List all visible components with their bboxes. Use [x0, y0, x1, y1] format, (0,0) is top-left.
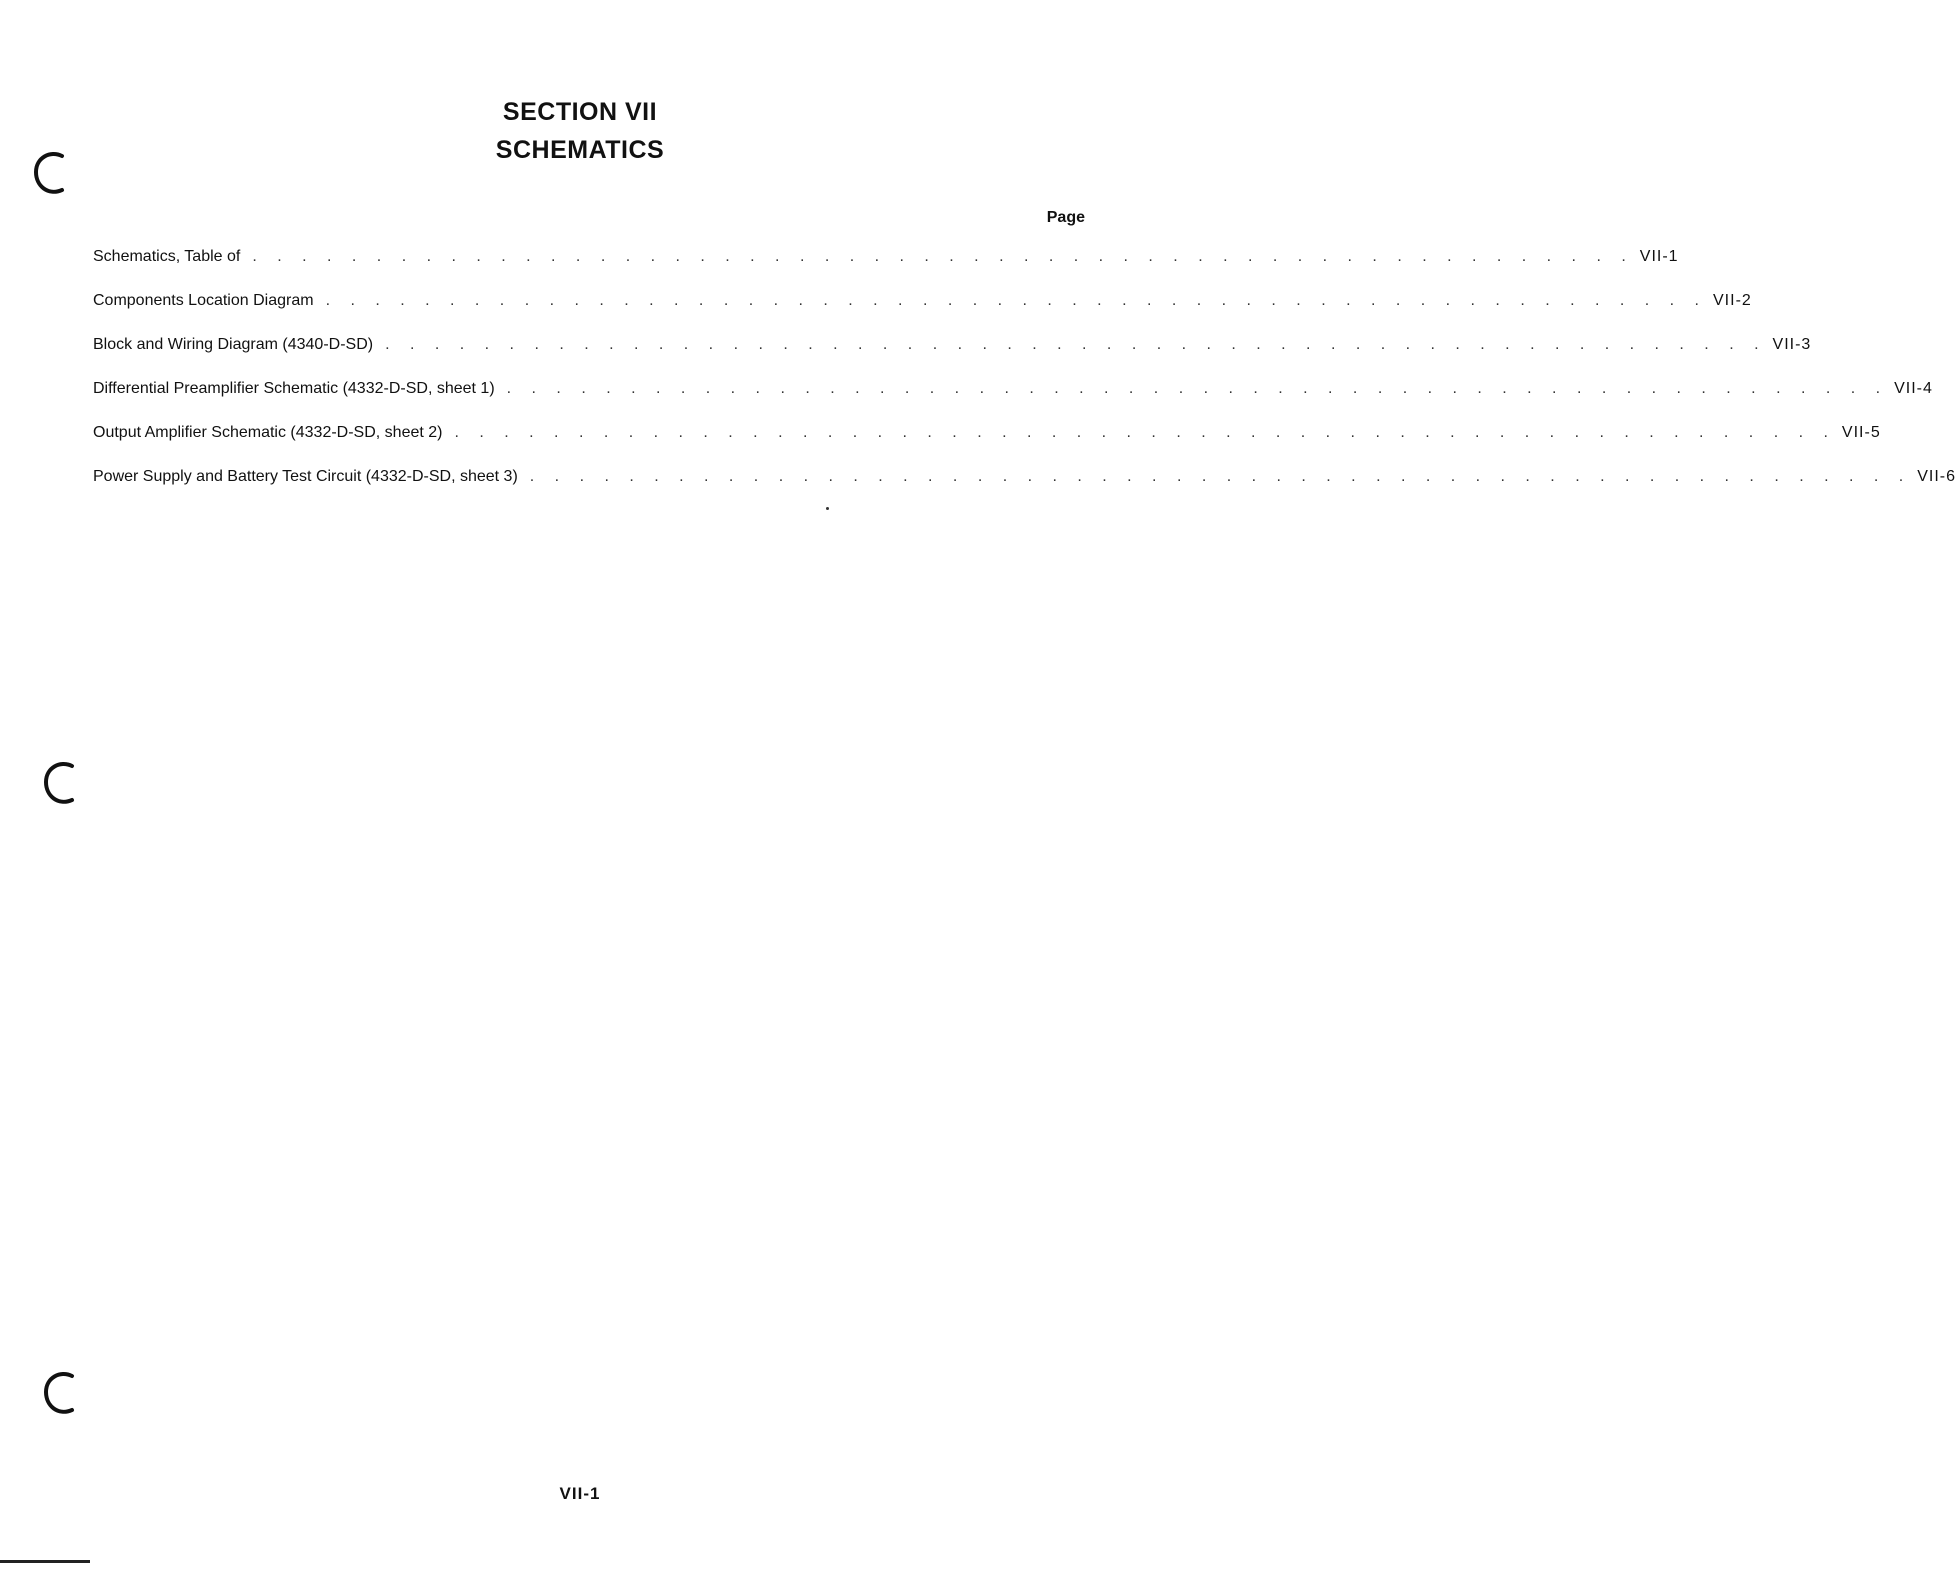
dot-leader: . . . . . . . . . . . . . . . . . . . . . . . . . . . . . . . . . . . . . . . . . . . . . . . . . . . . . . . .	[325, 292, 1707, 309]
toc-entry-page: VII-3	[1772, 336, 1812, 353]
page-number-footer: VII-1	[559, 1484, 601, 1503]
toc-entry-label: Schematics, Table of	[93, 248, 241, 265]
binder-hole-mark-middle	[42, 760, 76, 806]
dot-leader: . . . . . . . . . . . . . . . . . . . . . . . . . . . . . . . . . . . . . . . . . . . . . . . . . . . . . . . .	[385, 336, 1767, 353]
toc-entry	[93, 336, 1812, 380]
toc-entry	[93, 292, 1752, 336]
dot-leader: . . . . . . . . . . . . . . . . . . . . . . . . . . . . . . . . . . . . . . . . . . . . . . . . . . . . . . . .	[252, 248, 1634, 265]
table-of-contents	[93, 248, 1956, 512]
toc-entry-page: VII-1	[1639, 248, 1679, 265]
toc-entry	[93, 468, 1956, 512]
section-title-heading: SCHEMATICS	[495, 136, 665, 164]
toc-entry-label: Block and Wiring Diagram (4340-D-SD)	[93, 336, 374, 353]
page-column-header: Page	[1046, 209, 1085, 226]
dot-leader: . . . . . . . . . . . . . . . . . . . . . . . . . . . . . . . . . . . . . . . . . . . . . . . . . . . . . . . .	[454, 424, 1836, 441]
scan-speck	[826, 507, 829, 510]
toc-entry	[93, 424, 1881, 468]
toc-entry-page: VII-6	[1917, 468, 1956, 485]
toc-entry-page: VII-5	[1841, 424, 1881, 441]
toc-entry-label: Power Supply and Battery Test Circuit (4332-D-SD, sheet 3)	[93, 468, 518, 485]
binder-hole-mark-bottom	[42, 1370, 76, 1416]
toc-entry-page: VII-4	[1894, 380, 1933, 397]
toc-entry	[93, 248, 1679, 292]
toc-entry-page: VII-2	[1713, 292, 1752, 309]
toc-entry	[93, 380, 1933, 424]
toc-entry-label: Components Location Diagram	[93, 292, 314, 309]
toc-entry-label: Differential Preamplifier Schematic (4332-D-SD, sheet 1)	[93, 380, 495, 397]
scan-edge-mark	[0, 1560, 90, 1563]
dot-leader: . . . . . . . . . . . . . . . . . . . . . . . . . . . . . . . . . . . . . . . . . . . . . . . . . . . . . . . .	[529, 468, 1912, 485]
dot-leader: . . . . . . . . . . . . . . . . . . . . . . . . . . . . . . . . . . . . . . . . . . . . . . . . . . . . . . . .	[506, 380, 1889, 397]
toc-entry-label: Output Amplifier Schematic (4332-D-SD, sheet 2)	[93, 424, 443, 441]
section-number-heading: SECTION VII	[502, 98, 658, 126]
